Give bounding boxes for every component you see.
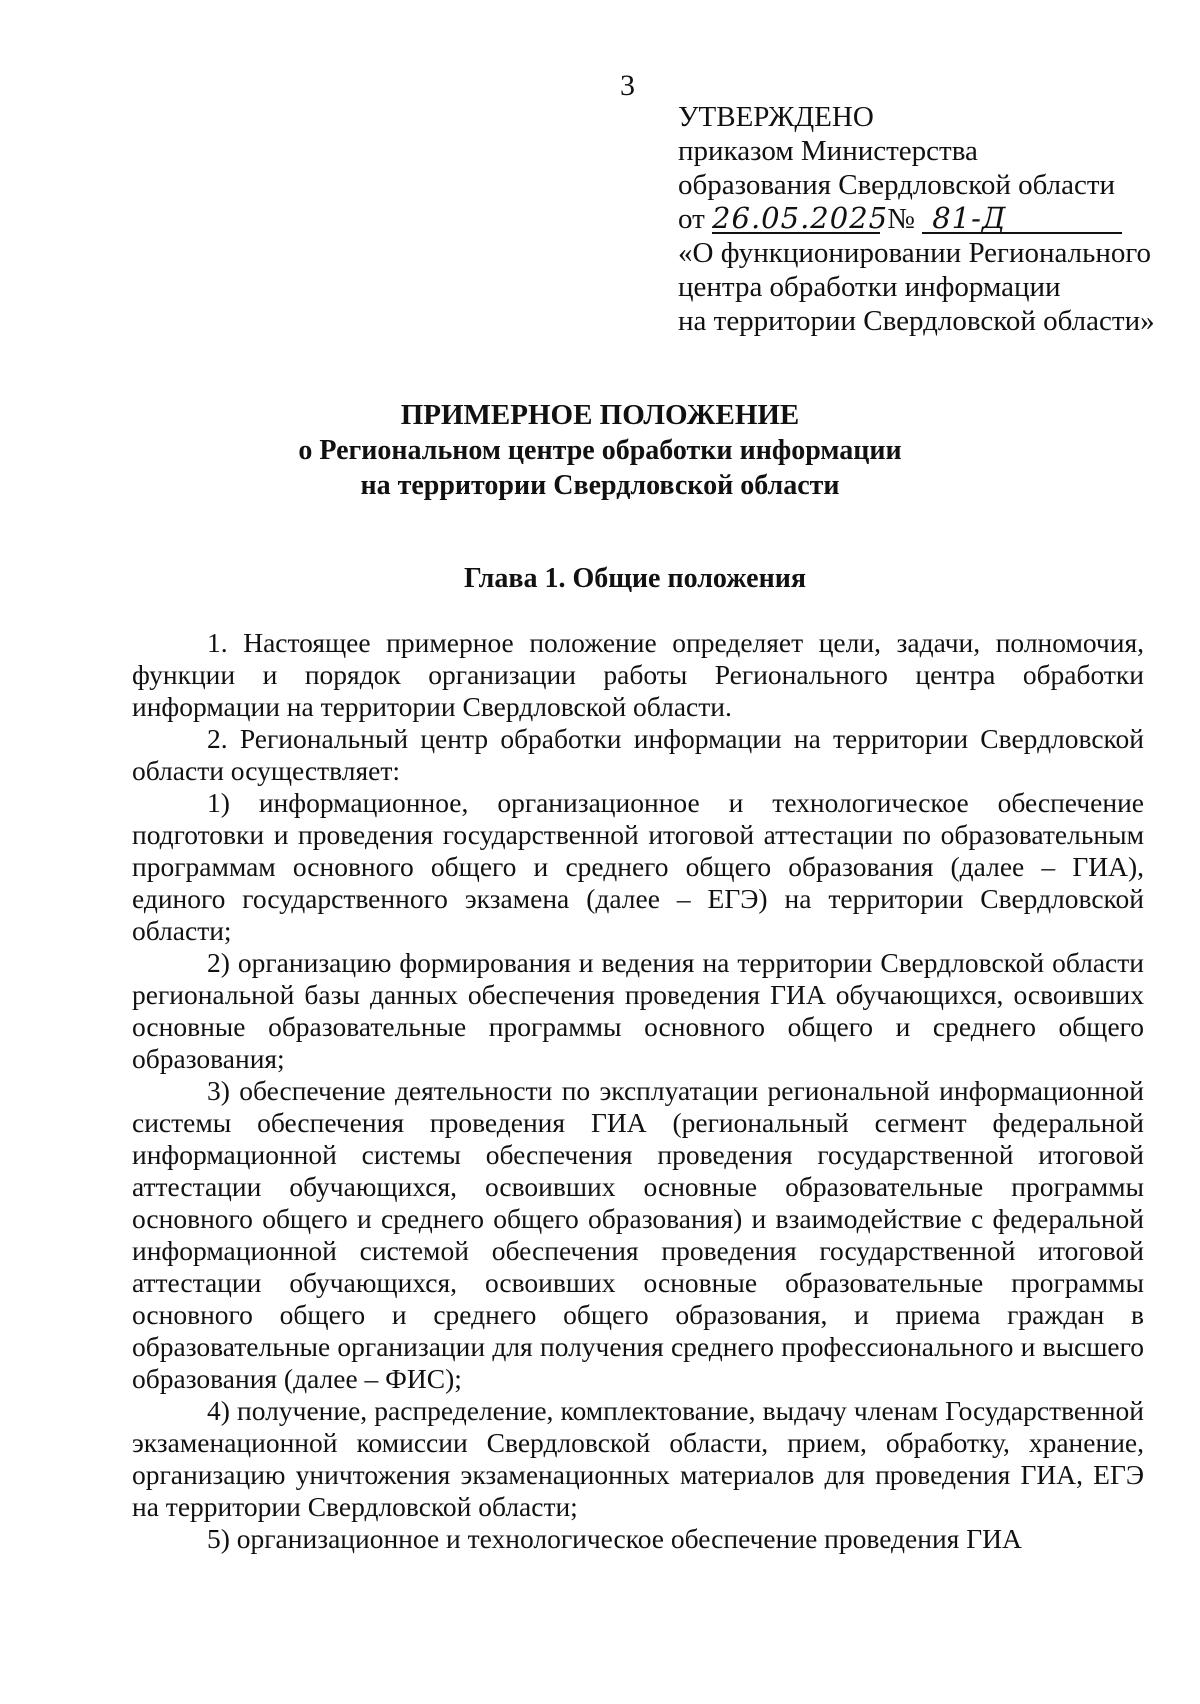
subitem-1: 1) информационное, организационное и технологическое обеспечение подготовки и проведения государственной итоговой аттестации по образовательным программам основного общего и среднего общего образования (далее – ГИА), единого государственного экзамена (далее – ЕГЭ) на территории Свердловской области;	[132, 787, 1144, 946]
paragraph-1: 1. Настоящее примерное положение определяет цели, задачи, полномочия, функции и порядок организации работы Регионального центра обработки информации на территории Свердловской области.	[132, 627, 1144, 722]
approval-order-line: приказом Министерства	[678, 135, 978, 167]
document-title	[150, 398, 1050, 503]
subitem-2: 2) организацию формирования и ведения на территории Свердловской области региональной базы данных обеспечения проведения ГИА обучающихся, освоивших основные образовательные программы основного общего и среднего общего образования;	[132, 947, 1144, 1074]
approval-ministry-line: образования Свердловской области	[678, 169, 1116, 201]
document-title-main: ПРИМЕРНОЕ ПОЛОЖЕНИЕ	[400, 399, 800, 431]
approval-heading: УТВЕРЖДЕНО	[678, 101, 874, 133]
approval-order-title-line2: центра обработки информации	[678, 271, 1061, 303]
approval-stamp-block	[678, 100, 1158, 338]
approval-order-title-line3: на территории Свердловской области»	[678, 305, 1155, 337]
document-title-subtitle-2: на территории Свердловской области	[360, 470, 840, 501]
chapter-heading: Глава 1. Общие положения	[463, 563, 806, 594]
date-prefix: от	[678, 203, 705, 235]
subitem-3: 3) обеспечение деятельности по эксплуатации региональной информационной системы обеспечения проведения ГИА (региональный сегмент федеральной информационной системы обеспечения проведения государственной итоговой аттестации обучающихся, освоивших основные образовательные программы основного общего и среднего общего образования) и взаимодействие с федеральной информационной системой обеспечения проведения государственной итоговой аттестации обучающихся, освоивших основные образовательные программы основного общего и среднего общего образования, и приема граждан в образовательные организации для получения среднего профессионального и высшего образования (далее – ФИС);	[132, 1075, 1144, 1394]
handwritten-date: 26.05.2025	[712, 201, 889, 235]
number-prefix: №	[887, 203, 915, 235]
subitem-4: 4) получение, распределение, комплектование, выдачу членам Государственной экзаменационной комиссии Свердловской области, прием, обработку, хранение, организацию уничтожения экзаменационных материалов для проведения ГИА, ЕГЭ на территории Свердловской области;	[132, 1395, 1144, 1522]
paragraph-2: 2. Региональный центр обработки информации на территории Свердловской области осуществляет:	[132, 723, 1144, 786]
handwritten-order-number: 81-Д	[922, 204, 1122, 234]
approval-date-number-line	[678, 202, 1158, 236]
page-number: 3	[620, 69, 635, 102]
document-title-subtitle-1: о Региональном центре обработки информации	[298, 435, 902, 466]
approval-order-title-line1: «О функционировании Регионального	[678, 237, 1152, 269]
subitem-5: 5) организационное и технологическое обеспечение проведения ГИА	[207, 1523, 1022, 1554]
document-body	[132, 627, 1144, 1555]
